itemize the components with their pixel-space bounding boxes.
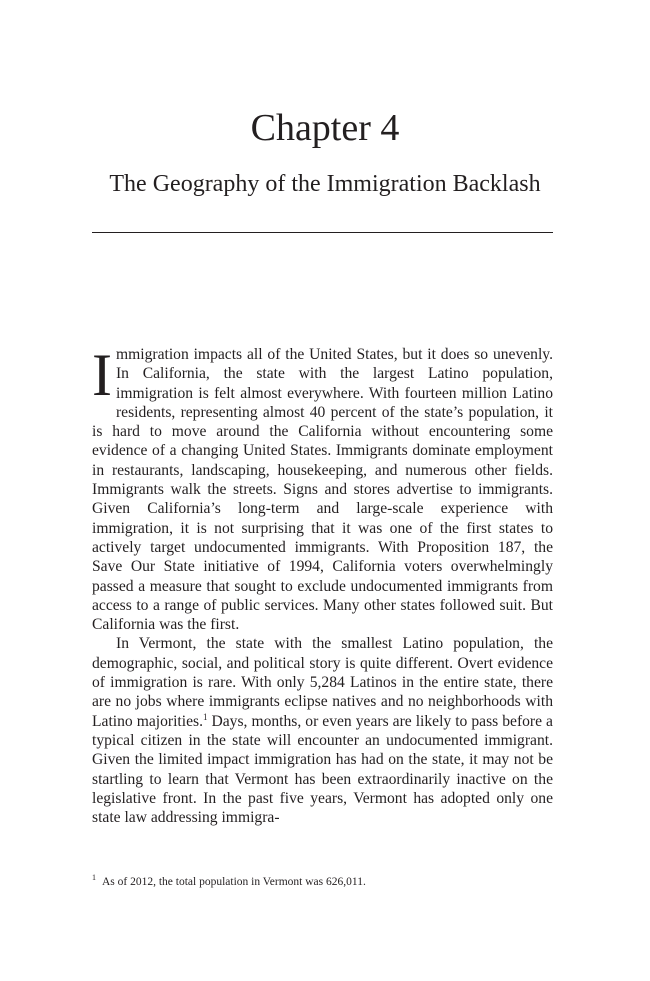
paragraph-2 — [92, 634, 553, 827]
paragraph-1 — [92, 342, 553, 634]
body-text — [92, 342, 553, 827]
title-rule — [92, 232, 553, 233]
paragraph-2-text-a: In Vermont, the state with the smallest Latino population, the demographic, social, and political story is quite different. Overt evidence of immigration is rare. With only 5,284 Latinos in the entire state, there are no jobs where immigrants eclipse natives and no neighborhoods with Latino majorities. — [92, 635, 553, 730]
footnote-text: As of 2012, the total population in Vermont was 626,011. — [102, 876, 366, 888]
footnote-reference[interactable]: 1 — [202, 711, 208, 722]
drop-cap: I — [92, 342, 112, 408]
chapter-title: The Geography of the Immigration Backlash — [109, 171, 541, 197]
footnote-number: 1 — [92, 873, 96, 883]
chapter-number: Chapter 4 — [250, 107, 400, 149]
paragraph-2-text-b: Days, months, or even years are likely to pass before a typical citizen in the state will encounter an undocumented immigrant. Given the limited impact immigration has had on the state, it may not be startling to learn that Vermont has been extraordinarily inactive on the legislative front. In the past five years, Vermont has adopted only one state law addressing immigra- — [92, 712, 553, 827]
paragraph-1-text: mmigration impacts all of the United States, but it does so unevenly. In California, the state with the largest Latino population, immigration is felt almost everywhere. With fourteen million Latino residents, representing almost 40 percent of the state’s population, it is hard to move around the California without encountering some evidence of a changing United States. Immigrants dominate employment in restaurants, landscaping, housekeeping, and numerous other fields. Immigrants walk the streets. Signs and stores advertise to immigrants. Given California’s long-term and large-scale experience with immigration, it is not surprising that it was one of the first states to actively target undocumented immigrants. With Proposition 187, the Save Our State initiative of 1994, California voters overwhelmingly passed a measure that sought to exclude undocumented immigrants from access to a range of public services. Many other states followed suit. But California was the first. — [92, 346, 553, 634]
footnote — [92, 874, 553, 890]
